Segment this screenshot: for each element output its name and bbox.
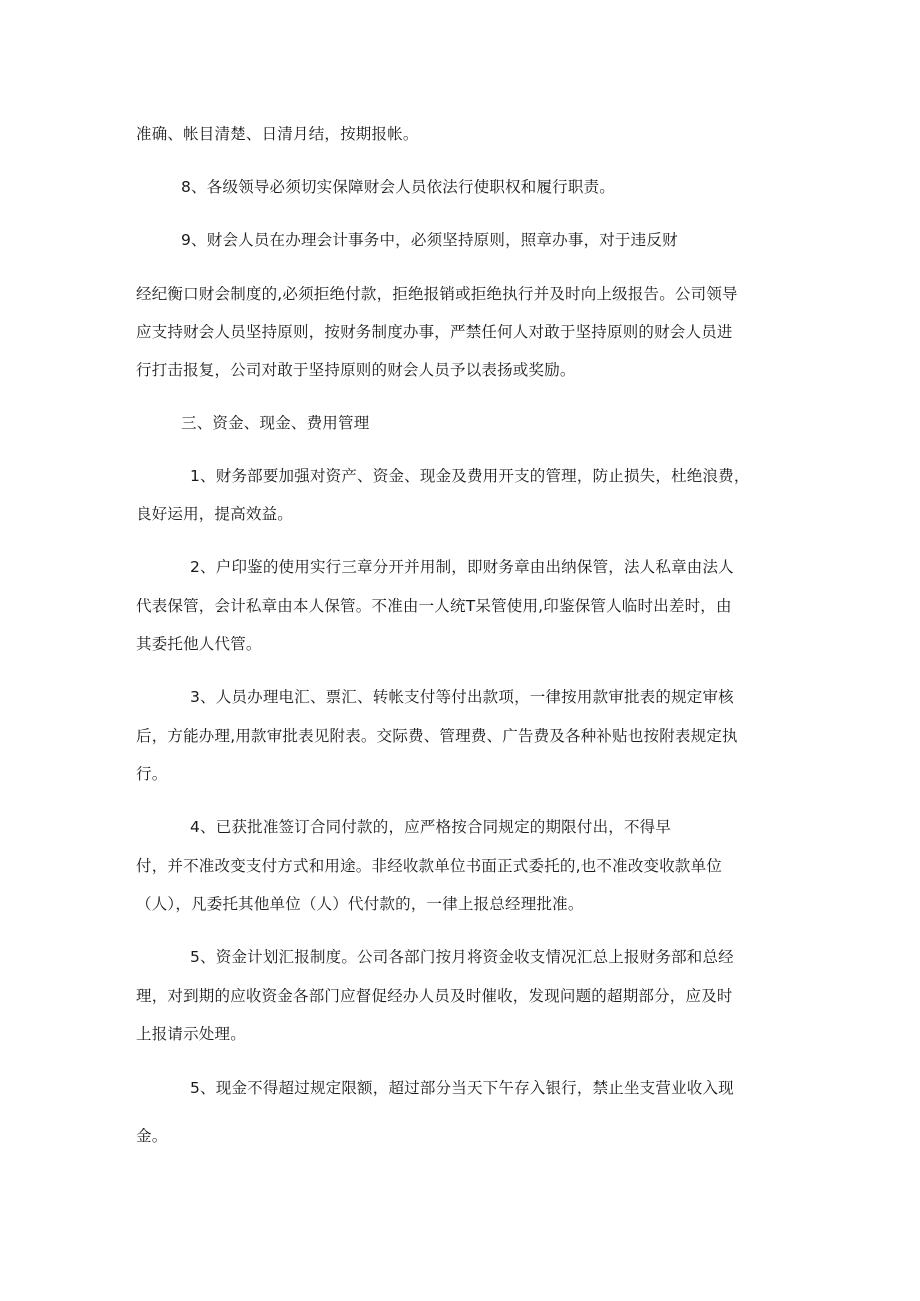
text-line: 后，方能办理,用款审批表见附表。交际费、管理费、广告费及各种补贴也按附表规定执 — [136, 727, 738, 745]
text-line: 理，对到期的应收资金各部门应督促经办人员及时催收，发现问题的超期部分，应及时 — [136, 987, 733, 1005]
text-line: 8、各级领导必须切实保障财会人员依法行使职权和履行职责。 — [181, 178, 615, 196]
text-line: 行打击报复，公司对敢于坚持原则的财会人员予以表扬或奖励。 — [136, 361, 576, 379]
text-line: 付，并不准改变支付方式和用途。非经收款单位书面正式委托的,也不准改变收款单位 — [136, 857, 723, 875]
text-line: 5、资金计划汇报制度。公司各部门按月将资金收支情况汇总上报财务部和总经 — [190, 948, 734, 966]
text-line: 1、财务部要加强对资产、资金、现金及费用开支的管理，防止损失，杜绝浪费， — [190, 467, 750, 485]
text-line: 代表保管，会计私章由本人保管。不准由一人统T呆管使用,印鉴保管人临时出差时，由 — [136, 597, 732, 615]
text-line: 行。 — [136, 765, 168, 783]
text-line: 应支持财会人员坚持原则，按财务制度办事，严禁任何人对敢于坚持原则的财会人员进 — [136, 323, 733, 341]
text-line: 2、户印鉴的使用实行三章分开并用制，即财务章由出纳保管，法人私章由法人 — [190, 558, 734, 576]
text-line: 5、现金不得超过规定限额，超过部分当天下午存入银行，禁止坐支营业收入现 — [190, 1079, 734, 1097]
section-heading: 三、资金、现金、费用管理 — [181, 414, 370, 432]
text-line: 其委托他人代管。 — [136, 635, 262, 653]
text-line: 上报请示处理。 — [136, 1025, 246, 1043]
text-line: 4、已获批准签订合同付款的，应严格按合同规定的期限付出，不得早 — [190, 818, 672, 836]
text-line: 准确、帐目清楚、日清月结，按期报帐。 — [136, 125, 419, 143]
text-line: 9、财会人员在办理会计事务中，必须坚持原则，照章办事，对于违反财 — [181, 231, 678, 249]
text-line: 良好运用，提高效益。 — [136, 505, 294, 523]
text-line: （人），凡委托其他单位（人）代付款的，一律上报总经理批准。 — [136, 895, 584, 913]
text-line: 金。 — [136, 1127, 168, 1145]
text-line: 3、人员办理电汇、票汇、转帐支付等付出款项，一律按用款审批表的规定审核 — [190, 688, 734, 706]
text-line: 经纪衡口财会制度的,必须拒绝付款，拒绝报销或拒绝执行并及时向上级报告。公司领导 — [136, 285, 738, 303]
